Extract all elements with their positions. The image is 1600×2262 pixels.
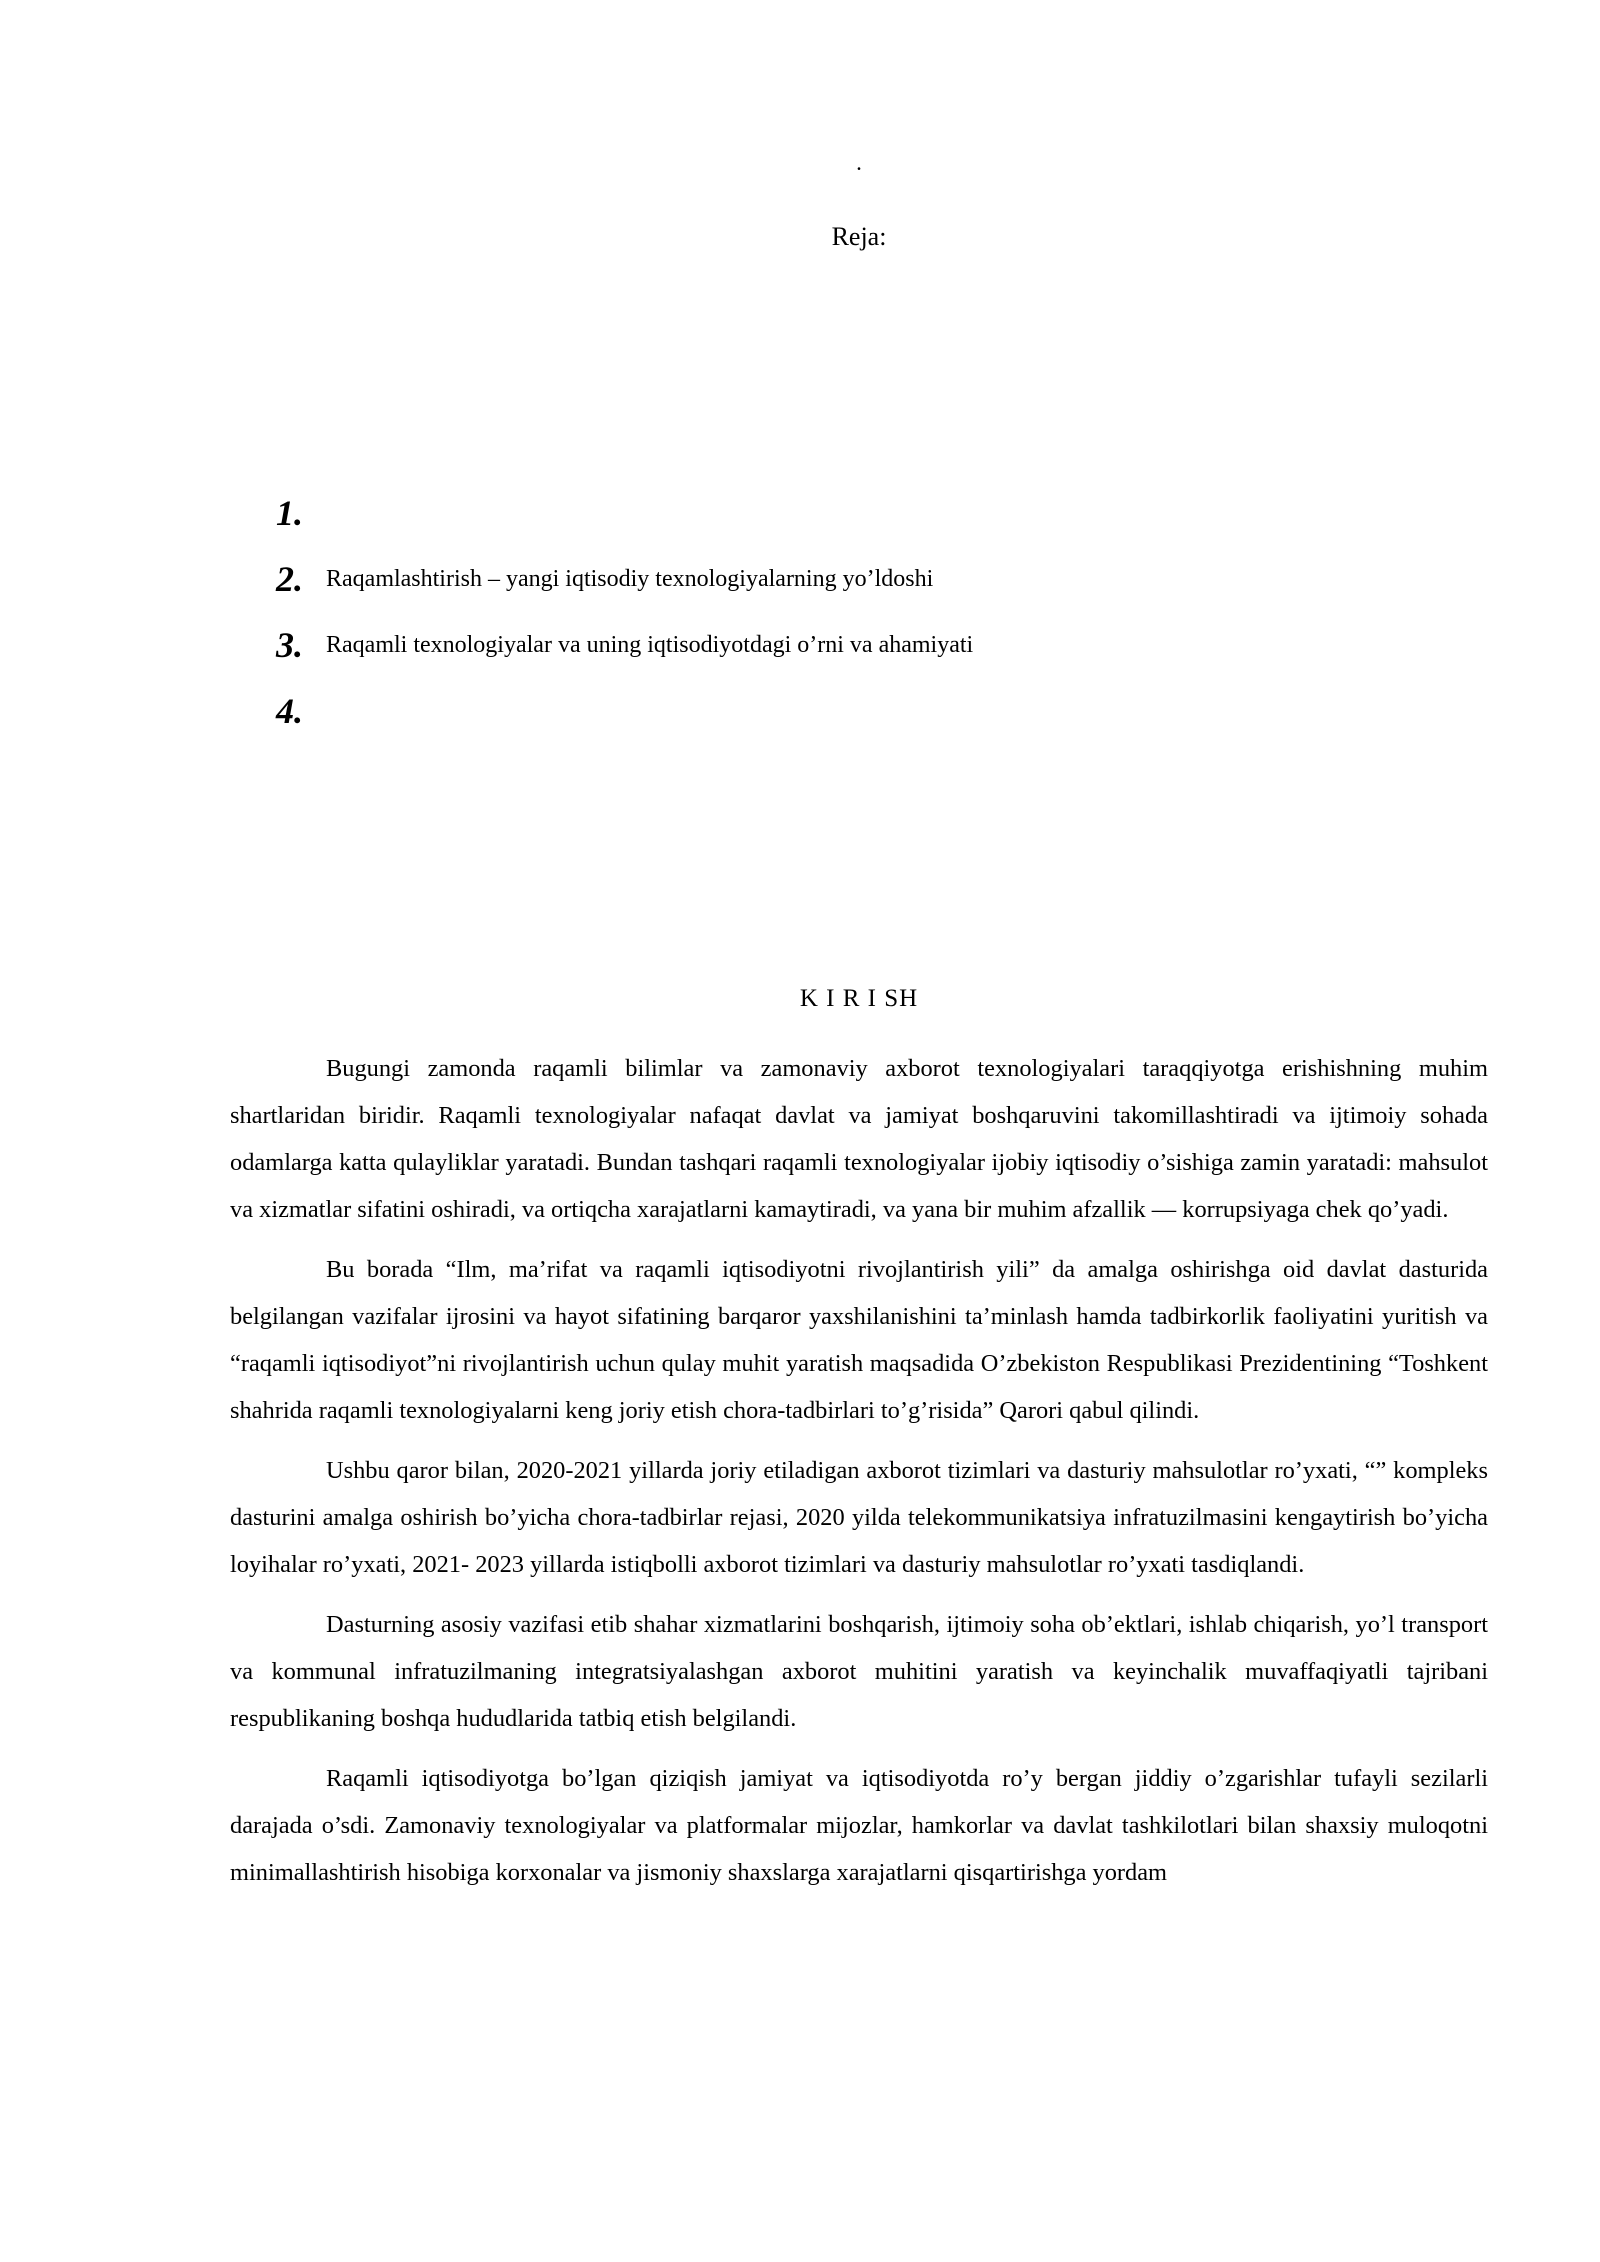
plan-title: Reja: [831, 222, 887, 251]
plan-item-number: 1. [276, 493, 303, 533]
plan-item [276, 612, 1376, 678]
plan-item-text: Raqamli texnologiyalar va uning iqtisodiyotdagi o’rni va ahamiyati [326, 631, 974, 658]
plan-item-text: Raqamlashtirish – yangi iqtisodiy texnologiyalarning yo’ldoshi [326, 565, 934, 592]
plan-item-number: 4. [276, 691, 303, 731]
paragraph: Raqamli iqtisodiyotga bo’lgan qiziqish jamiyat va iqtisodiyotda ro’y bergan jiddiy o’zgarishlar tufayli sezilarli darajada o’sdi. Zamonaviy texnologiyalar va platformalar mijozlar, hamkorlar va davlat tashkilotlari bilan shaxsiy muloqotni minimallashtirish hisobiga korxonalar va jismoniy shaxslarga xarajatlarni qisqartirishga yordam [230, 1765, 1488, 1886]
header-dot: . [856, 150, 862, 175]
paragraph: Bu borada “Ilm, ma’rifat va raqamli iqtisodiyotni rivojlantirish yili” da amalga oshirishga oid davlat dasturida belgilangan vazifalar ijrosini va hayot sifatining barqaror yaxshilanishini ta’minlash hamda tadbirkorlik faoliyatini yuritish va “raqamli iqtisodiyot”ni rivojlantirish uchun qulay muhit yaratish maqsadida O’zbekiston Respublikasi Prezidentining “Toshkent shahrida raqamli texnologiyalarni keng joriy etish chora-tadbirlari to’g’risida” Qarori qabul qilindi. [230, 1256, 1488, 1424]
paragraph: Dasturning asosiy vazifasi etib shahar xizmatlarini boshqarish, ijtimoiy soha ob’ektlari, ishlab chiqarish, yo’l transport va kommunal infratuzilmaning integratsiyalashgan axborot muhitini yaratish va keyinchalik muvaffaqiyatli tajribani respublikaning boshqa hududlarida tatbiq etish belgilandi. [230, 1611, 1488, 1732]
section-title: K I R I SH [799, 985, 919, 1012]
paragraph: Bugungi zamonda raqamli bilimlar va zamonaviy axborot texnologiyalari taraqqiyotga erishishning muhim shartlaridan biridir. Raqamli texnologiyalar nafaqat davlat va jamiyat boshqaruvini takomillashtiradi va ijtimoiy sohada odamlarga katta qulayliklar yaratadi. Bundan tashqari raqamli texnologiyalar ijobiy iqtisodiy o’sishiga zamin yaratadi: mahsulot va xizmatlar sifatini oshiradi, va ortiqcha xarajatlarni kamaytiradi, va yana bir muhim afzallik — korrupsiyaga chek qo’yadi. [230, 1055, 1488, 1223]
paragraph: Ushbu qaror bilan, 2020-2021 yillarda joriy etiladigan axborot tizimlari va dasturiy mahsulotlar ro’yxati, “” kompleks dasturini amalga oshirish bo’yicha chora-tadbirlar rejasi, 2020 yilda telekommunikatsiya infratuzilmasini kengaytirish bo’yicha loyihalar ro’yxati, 2021- 2023 yillarda istiqbolli axborot tizimlari va dasturiy mahsulotlar ro’yxati tasdiqlandi. [230, 1457, 1488, 1578]
plan-item [276, 546, 1376, 612]
plan-item [276, 678, 1376, 744]
body-text [230, 1045, 1488, 1909]
plan-item-number: 2. [276, 559, 303, 599]
plan-item-number: 3. [276, 625, 303, 665]
plan-list [276, 480, 1376, 744]
plan-item [276, 480, 1376, 546]
